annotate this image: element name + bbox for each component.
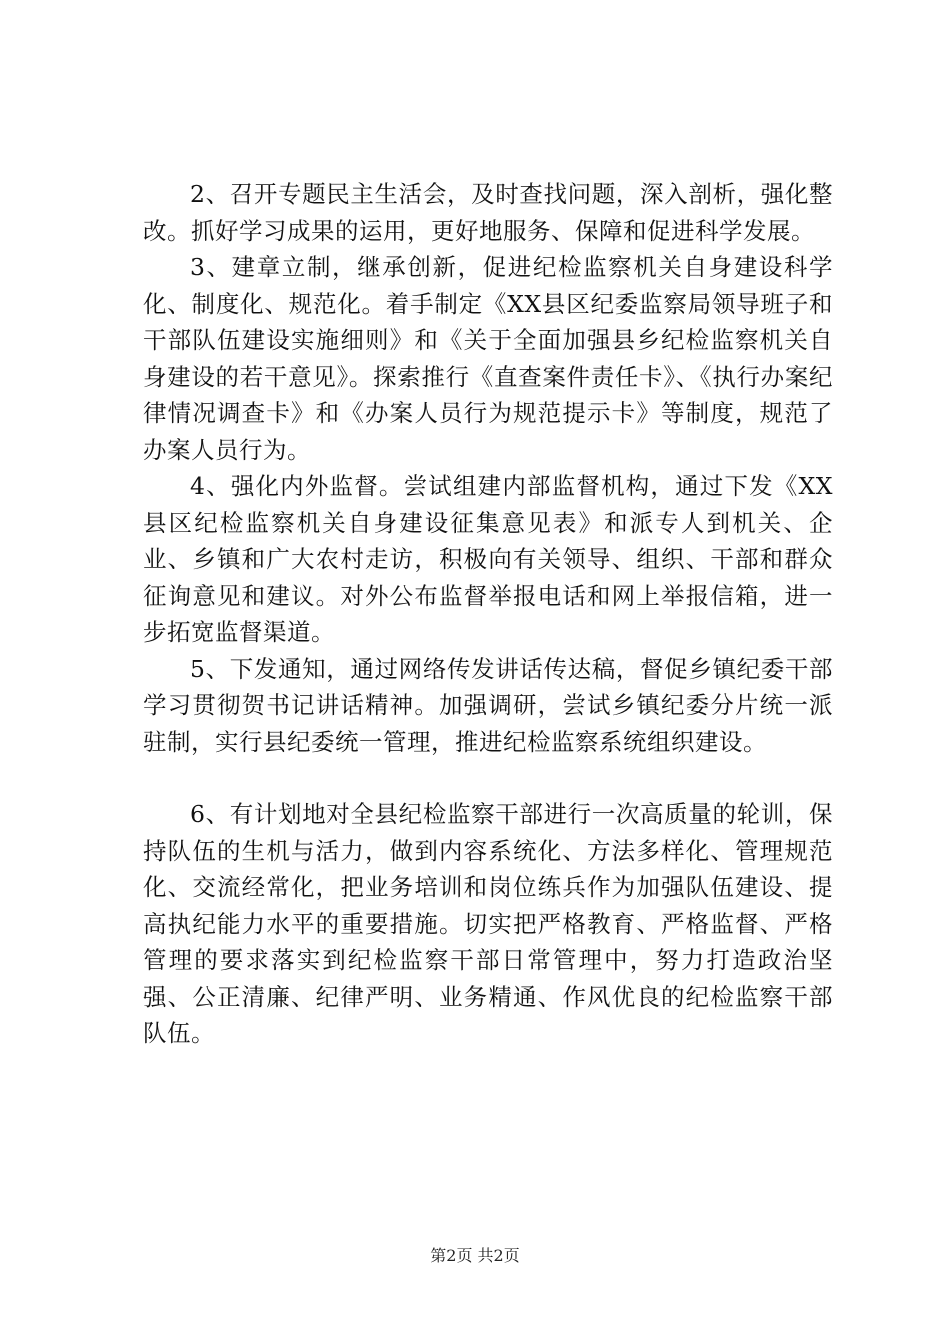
paragraph-5: 5、下发通知，通过网络传发讲话传达稿，督促乡镇纪委干部学习贯彻贺书记讲话精神。加强调研，尝试乡镇纪委分片统一派驻制，实行县纪委统一管理，推进纪检监察系统组织建设。 bbox=[143, 654, 833, 756]
paragraph-6: 6、有计划地对全县纪检监察干部进行一次高质量的轮训，保持队伍的生机与活力，做到内容系统化、方法多样化、管理规范化、交流经常化，把业务培训和岗位练兵作为加强队伍建设、提高执纪能力水平的重要措施。切实把严格教育、严格监督、严格管理的要求落实到纪检监察干部日常管理中，努力打造政治坚强、公正清廉、纪律严明、业务精通、作风优良的纪检监察干部队伍。 bbox=[143, 800, 833, 1047]
page-footer: 第2页 共2页 bbox=[430, 1246, 520, 1265]
paragraph-2: 2、召开专题民主生活会，及时查找问题，深入剖析，强化整改。抓好学习成果的运用，更好地服务、保障和促进科学发展。 bbox=[143, 180, 833, 245]
paragraph-3: 3、建章立制，继承创新，促进纪检监察机关自身建设科学化、制度化、规范化。着手制定《XX县区纪委监察局领导班子和干部队伍建设实施细则》和《关于全面加强县乡纪检监察机关自身建设的若干意见》。探索推行《直查案件责任卡》、《执行办案纪律情况调查卡》和《办案人员行为规范提示卡》等制度，规范了办案人员行为。 bbox=[143, 253, 833, 464]
document-body bbox=[143, 176, 833, 1052]
paragraph-4: 4、强化内外监督。尝试组建内部监督机构，通过下发《XX县区纪检监察机关自身建设征集意见表》和派专人到机关、企业、乡镇和广大农村走访，积极向有关领导、组织、干部和群众征询意见和建议。对外公布监督举报电话和网上举报信箱，进一步拓宽监督渠道。 bbox=[143, 472, 833, 646]
